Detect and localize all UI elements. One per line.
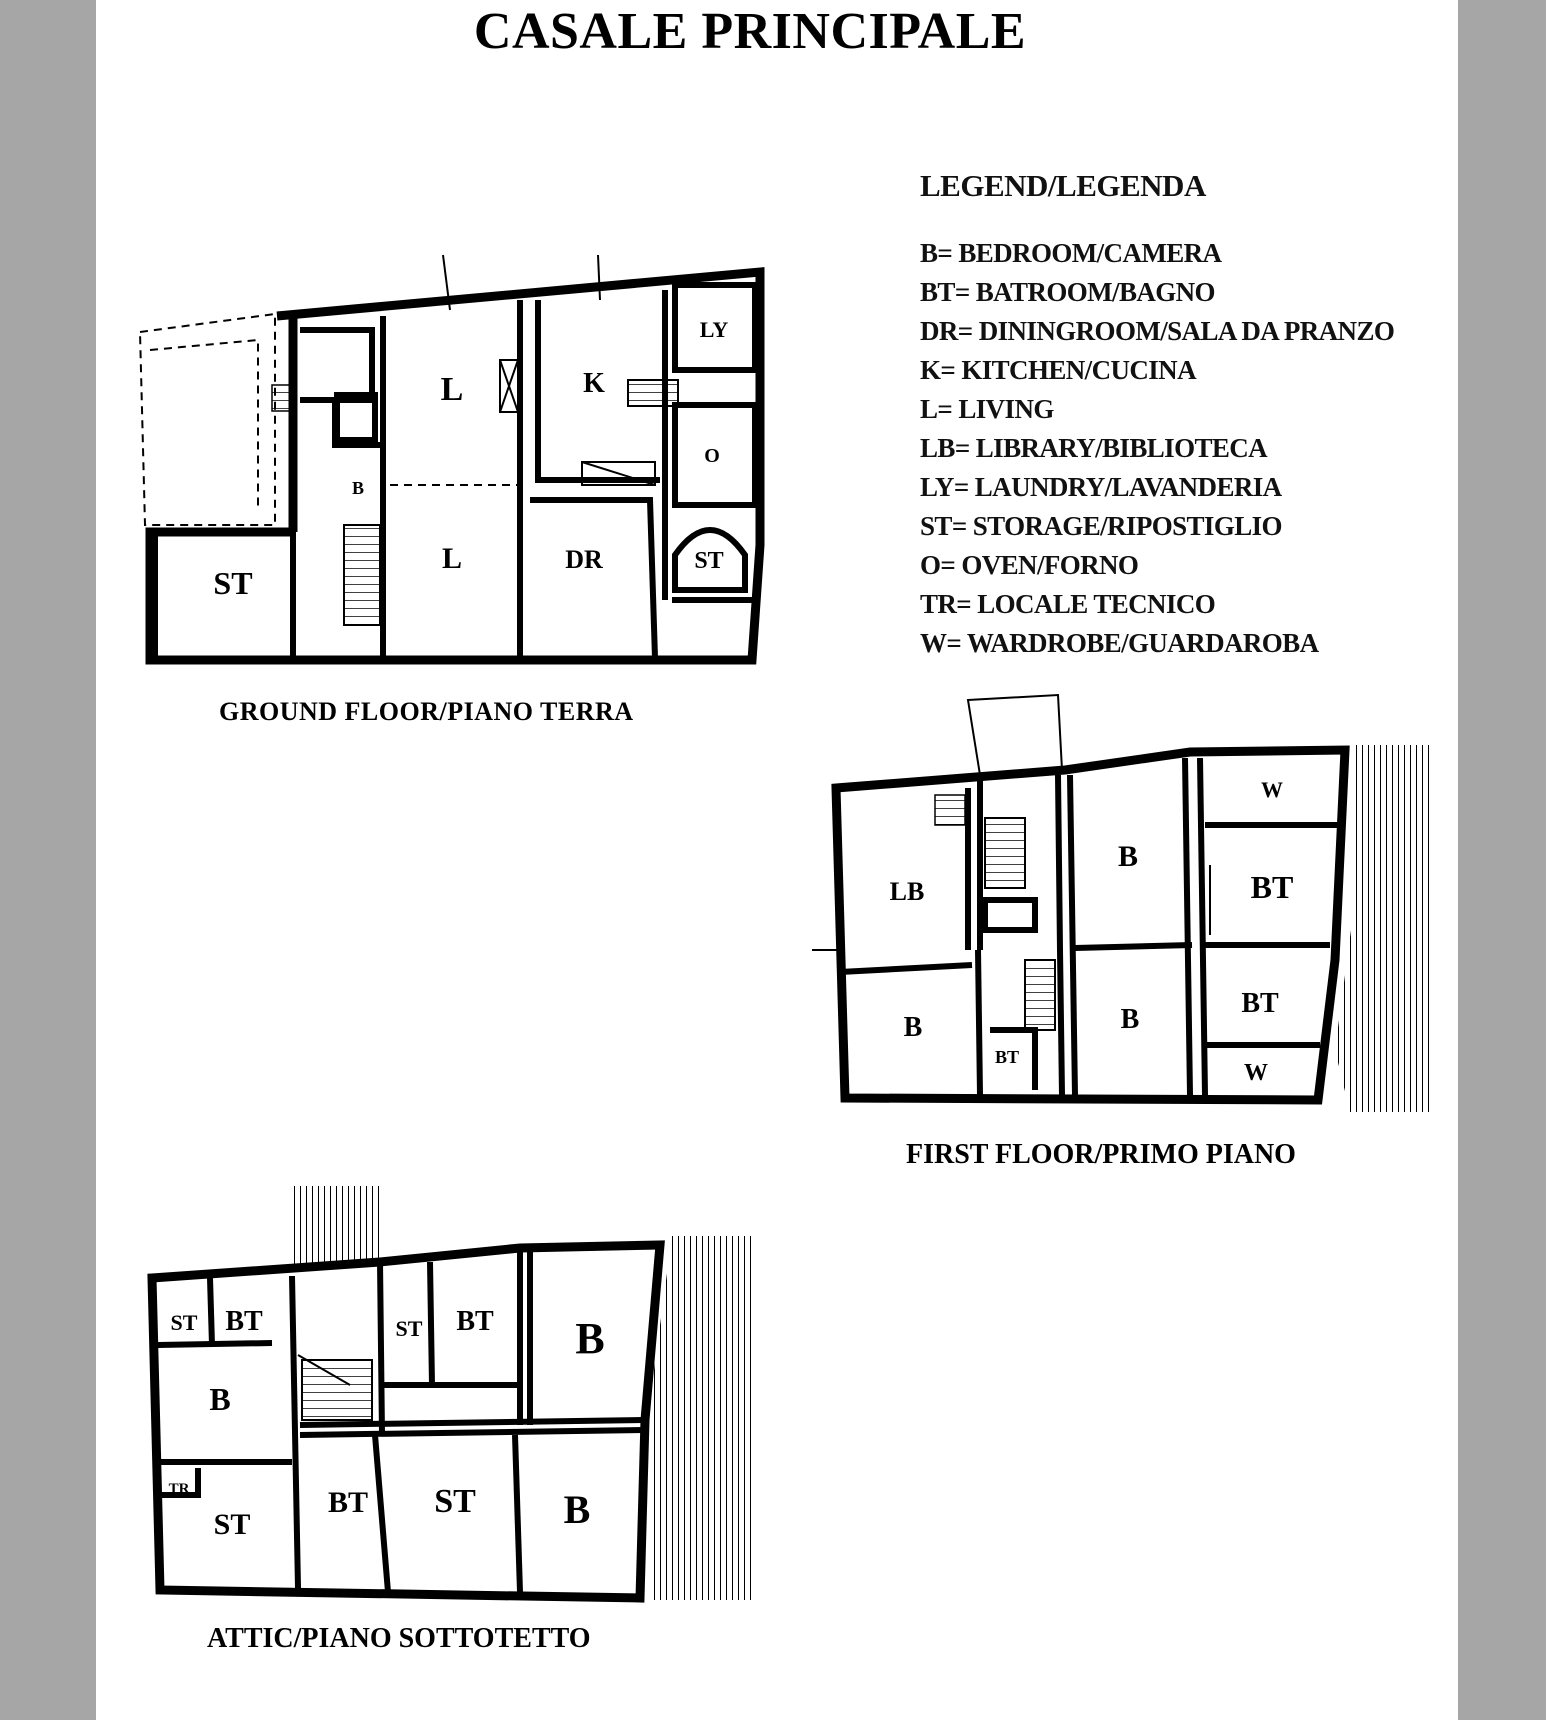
attic-caption: ATTIC/PIANO SOTTOTETTO [207, 1623, 591, 1654]
room-label: B [903, 1012, 923, 1043]
room-label: W [1261, 777, 1283, 802]
attic-plan [152, 1186, 752, 1600]
legend-item: TR= LOCALE TECNICO [920, 589, 1216, 619]
legend-title: LEGEND/LEGENDA [920, 168, 1206, 203]
room-label: B [1117, 840, 1139, 873]
room-label: DR [565, 545, 603, 574]
room-label: BT [456, 1306, 494, 1337]
room-label: B [1120, 1004, 1140, 1035]
legend-item: O= OVEN/FORNO [920, 550, 1139, 580]
room-label: B [209, 1381, 231, 1417]
room-label: BT [225, 1306, 263, 1337]
legend-item: ST= STORAGE/RIPOSTIGLIO [920, 511, 1282, 541]
legend-item: LY= LAUNDRY/LAVANDERIA [920, 472, 1282, 502]
room-label: BT [994, 1047, 1020, 1067]
first-floor-plan [812, 695, 1430, 1112]
room-label: O [704, 445, 720, 467]
room-label: ST [395, 1316, 423, 1341]
page-title: CASALE PRINCIPALE [473, 3, 1027, 60]
ground-floor-caption: GROUND FLOOR/PIANO TERRA [219, 697, 634, 726]
room-label: TR [168, 1481, 190, 1497]
room-label: ST [170, 1310, 198, 1335]
legend-item: B= BEDROOM/CAMERA [920, 238, 1222, 268]
legend-item: W= WARDROBE/GUARDAROBA [920, 628, 1319, 658]
room-label: ST [213, 565, 253, 601]
room-label: L [440, 371, 464, 408]
room-label: BT [327, 1486, 369, 1519]
room-label: BT [1241, 988, 1279, 1019]
room-label: K [583, 368, 605, 399]
room-label: BT [1250, 869, 1294, 905]
legend-item: K= KITCHEN/CUCINA [920, 355, 1196, 385]
room-label: W [1244, 1060, 1268, 1086]
room-label: L [441, 542, 463, 575]
room-label: LB [889, 877, 925, 906]
ground-floor-plan [140, 255, 760, 660]
room-label: ST [694, 548, 724, 574]
room-label: ST [213, 1508, 251, 1541]
legend-item: L= LIVING [920, 394, 1054, 424]
legend-item: LB= LIBRARY/BIBLIOTECA [920, 433, 1268, 463]
first-floor-caption: FIRST FLOOR/PRIMO PIANO [906, 1139, 1296, 1170]
room-label: B [575, 1314, 605, 1363]
legend-item: DR= DININGROOM/SALA DA PRANZO [920, 316, 1395, 346]
legend-item: BT= BATROOM/BAGNO [920, 277, 1215, 307]
room-label: LY [699, 317, 729, 342]
room-label: B [351, 478, 365, 498]
room-label: B [563, 1487, 591, 1532]
room-label: ST [434, 1483, 476, 1520]
